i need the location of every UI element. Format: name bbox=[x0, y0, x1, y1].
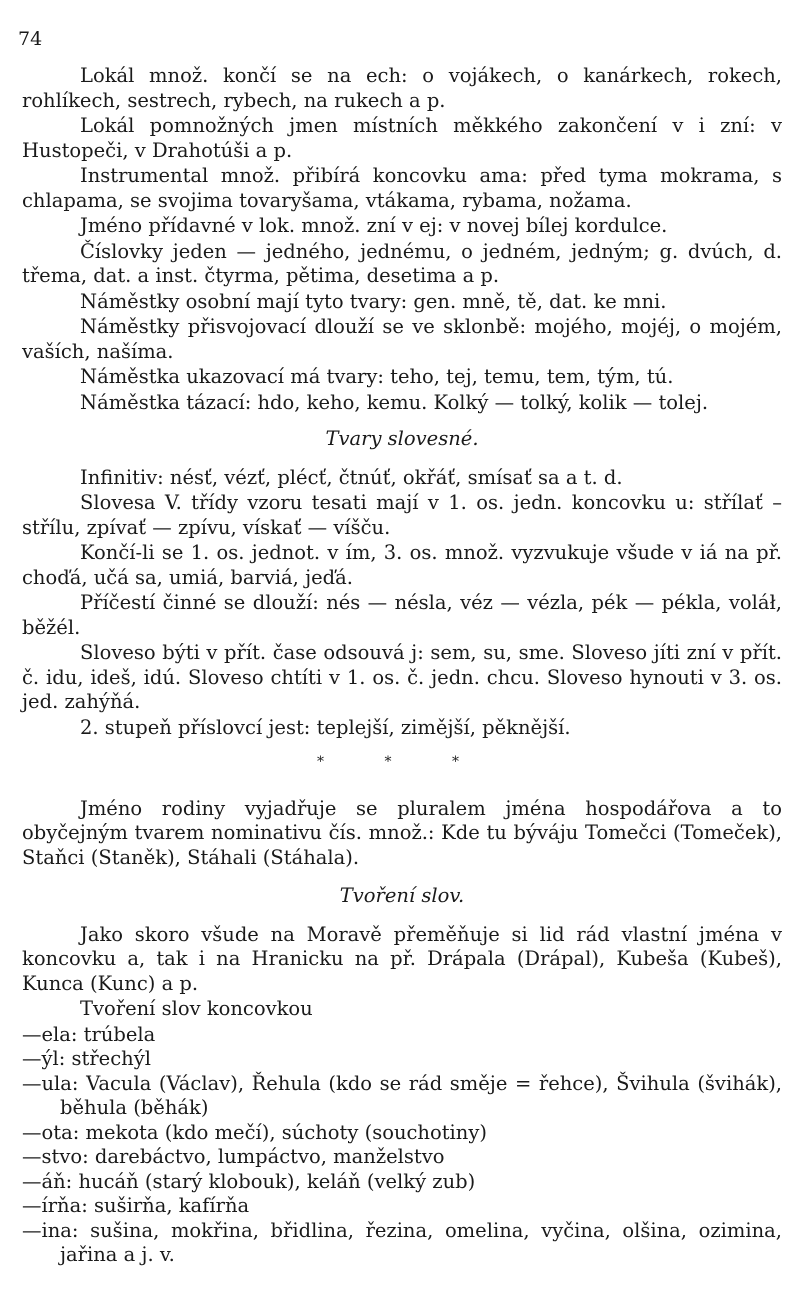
paragraph: Náměstka ukazovací má tvary: teho, tej, temu, tem, tým, tú. bbox=[80, 365, 674, 388]
paragraph: Náměstka tázací: hdo, keho, kemu. Kolký — tolký, kolik — tolej. bbox=[80, 390, 709, 414]
suffix-entry: —stvo: darebáctvo, lumpáctvo, manželstvo bbox=[22, 1145, 445, 1168]
suffix-entry: —ota: mekota (kdo mečí), súchoty (souchotiny) bbox=[22, 1120, 487, 1144]
page-number: 74 bbox=[18, 28, 43, 50]
paragraph: Lokál pomnožných jmen místních měkkého zakončení v i zní: v Hustopeči, v Drahotúši a p. bbox=[22, 114, 782, 162]
paragraph: Číslovky jeden — jedného, jednému, o jedném, jedným; g. dvúch, d. třema, dat. a inst. čtyrma, pětima, desetima a p. bbox=[22, 239, 782, 287]
paragraph: Náměstky osobní mají tyto tvary: gen. mně, tě, dat. ke mni. bbox=[80, 289, 667, 313]
section-heading-verbs: Tvary slovesné. bbox=[325, 427, 479, 450]
paragraph: Sloveso býti v přít. čase odsouvá j: sem, su, sme. Sloveso jíti zní v přít. č. idu, ideš, idú. Sloveso chtíti v 1. os. č. jedn. chcu. Sloveso hynouti v 3. os. jed. zahýňá. bbox=[22, 641, 782, 713]
paragraph: Jméno přídavné v lok. množ. zní v ej: v novej bílej kordulce. bbox=[80, 214, 668, 237]
section-verbs bbox=[22, 466, 782, 741]
suffix-entry: —írňa: suširňa, kafírňa bbox=[22, 1194, 250, 1217]
section-heading-word-formation: Tvoření slov. bbox=[339, 884, 465, 907]
paragraph: Tvoření slov koncovkou bbox=[80, 997, 313, 1020]
paragraph: Jméno rodiny vyjadřuje se pluralem jména hospodářova a to obyčejným tvarem nominativu čís. množ.: Kde tu býváju Tomečci (Tomeček), Staňci (Staněk), Stáhali (Stáhala). bbox=[22, 796, 782, 869]
suffix-entry: —ela: trúbela bbox=[22, 1022, 156, 1046]
paragraph: Infinitiv: nésť, vézť, plécť, čtnúť, okřáť, smísať sa a t. d. bbox=[80, 465, 623, 489]
suffix-entry: —áň: hucáň (starý klobouk), keláň (velký zub) bbox=[22, 1169, 476, 1193]
section-family-names bbox=[22, 797, 782, 871]
page-body bbox=[22, 64, 782, 1268]
section-word-formation bbox=[22, 923, 782, 1268]
suffix-entry: —ina: sušina, mokřina, břidlina, řezina, omelina, vyčina, olšina, ozimina, jařina a j. v. bbox=[22, 1218, 782, 1266]
section-declension bbox=[22, 64, 782, 415]
paragraph: Slovesa V. třídy vzoru tesati mají v 1. os. jedn. koncovku u: střílať – střílu, zpívať — zpívu, vískať — víšču. bbox=[22, 491, 782, 539]
paragraph: Příčestí činné se dlouží: nés — nésla, véz — vézla, pék — pékla, voláł, běžél. bbox=[22, 591, 782, 639]
paragraph: Instrumental množ. přibírá koncovku ama: před tyma mokrama, s chlapama, se svojima tovaryšama, vtákama, rybama, nožama. bbox=[22, 164, 782, 212]
paragraph: Končí-li se 1. os. jednot. v ím, 3. os. množ. vyzvukuje všude v iá na př. choďá, učá sa, umiá, barviá, jeďá. bbox=[22, 541, 782, 589]
suffix-entry: —ula: Vacula (Václav), Řehula (kdo se rád směje = řehce), Švihula (švihák), běhula (běhák) bbox=[22, 1071, 782, 1119]
paragraph: Náměstky přisvojovací dlouží se ve sklonbě: mojého, mojéj, o mojém, vaších, našíma. bbox=[22, 315, 782, 363]
paragraph: Jako skoro všude na Moravě přeměňuje si lid rád vlastní jména v koncovku a, tak i na Hranicku na př. Drápala (Drápal), Kubeša (Kubeš), Kunca (Kunc) a p. bbox=[22, 922, 782, 995]
suffix-entry: —ýl: střechýl bbox=[22, 1047, 151, 1070]
asterism-separator: * * * bbox=[317, 754, 487, 770]
paragraph: 2. stupeň příslovcí jest: teplejší, zimější, pěknější. bbox=[80, 715, 571, 739]
paragraph: Lokál množ. končí se na ech: o vojákech, o kanárkech, rokech, rohlíkech, sestrech, rybech, na rukech a p. bbox=[22, 64, 782, 112]
